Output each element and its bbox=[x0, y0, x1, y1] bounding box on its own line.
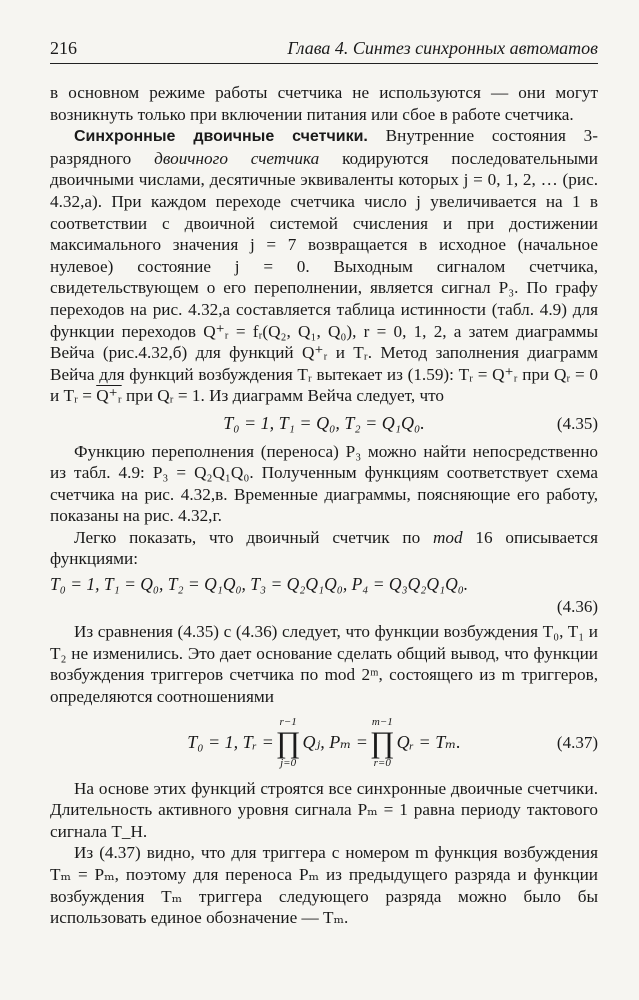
page-number: 216 bbox=[50, 38, 77, 58]
paragraph-7: Из (4.37) видно, что для триггера с номером m функция возбуждения Tₘ = Pₘ, поэтому для переноса Pₘ из предыдущего разряда и функции возбуждения Tₘ триггера следующего разряда можно было бы использовать единое обозначение — Tₘ. bbox=[50, 843, 598, 928]
equation-4-36-number: (4.36) bbox=[556, 596, 598, 616]
equation-4-35-number: (4.35) bbox=[556, 413, 598, 433]
product-1-lower-limit: j=0 bbox=[280, 756, 297, 769]
overlined-q-term: Q⁺ᵣ bbox=[96, 386, 122, 406]
paragraph-4-text-b: 16 описывается функциями: bbox=[50, 527, 598, 569]
paragraph-4-text-a: Легко показать, что двоичный счетчик по bbox=[74, 527, 433, 547]
product-operator-2 bbox=[370, 717, 395, 769]
product-1-symbol: ∏ bbox=[275, 725, 301, 759]
running-title: Глава 4. Синтез синхронных автоматов bbox=[287, 38, 598, 58]
paragraph-5: Из сравнения (4.35) с (4.36) следует, что функции возбуждения T₀, T₁ и T₂ не изменились. Это дает основание сделать общий вывод, что функции возбуждения триггеров счетчика по mod 2ᵐ, состоящего из m триггеров, определяются соотношениями bbox=[50, 622, 598, 707]
equation-4-36 bbox=[50, 574, 598, 617]
page-header bbox=[50, 38, 598, 64]
equation-4-36-body: T₀ = 1, T₁ = Q₀, T₂ = Q₁Q₀, T₃ = Q₂Q₁Q₀, P₄ = Q₃Q₂Q₁Q₀. bbox=[50, 574, 469, 595]
paragraph-2-text-b: кодируются последовательными двоичными числами, десятичные эквиваленты которых j = 0, 1, 2, … (рис. 4.32,а). При каждом переходе счетчика число j увеличивается на 1 в соответствии с двоичной системой счисления и при достижении максимального значения j = 7 возвращается в исходное (начальное нулевое) состояние j = 0. Выходным сигналом счетчика, свидетельствующем о его переполнении, является сигнал P₃. По графу переходов на рис. 4.32,а составляется таблица истинности (табл. 4.9) для функции переходов Q⁺ᵣ = fᵣ(Q₂, Q₁, Q₀), r = 0, 1, 2, а затем диаграммы Вейча (рис.4.32,б) для функций Q⁺ᵣ и Tᵣ. Метод заполнения диаграмм Вейча для функций возбуждения Tᵣ вытекает из (1.59): Tᵣ = Q⁺ᵣ при Qᵣ = 0 и Tᵣ = bbox=[50, 148, 599, 406]
product-2-lower-limit: r=0 bbox=[373, 756, 391, 769]
equation-4-35-body: T₀ = 1, T₁ = Q₀, T₂ = Q₁Q₀. bbox=[223, 412, 425, 433]
product-2-upper-limit: m−1 bbox=[371, 715, 393, 728]
equation-4-37-number: (4.37) bbox=[556, 732, 598, 752]
equation-4-37-body-2: Qᵣ = Tₘ. bbox=[396, 731, 461, 752]
paragraph-3: Функцию переполнения (переноса) P₃ можно найти непосредственно из табл. 4.9: P₃ = Q₂Q₁Q₀. Полученным функциям соответствует схема счетчика на рис. 4.32,в. Временные диаграммы, поясняющие его работу, показаны на рис. 4.32,г. bbox=[50, 441, 598, 526]
paragraph-1: в основном режиме работы счетчика не используются — они могут возникнуть только при включении питания или сбое в работе счетчика. bbox=[50, 83, 598, 124]
paragraph-2-text-c: при Qᵣ = 1. Из диаграмм Вейча следует, что bbox=[121, 386, 445, 406]
product-1-upper-limit: r−1 bbox=[279, 715, 297, 728]
product-operator-1 bbox=[276, 717, 301, 769]
paragraph-2-emphasis: двоичного счетчика bbox=[154, 148, 320, 168]
paragraph-6: На основе этих функций строятся все синхронные двоичные счетчики. Длительность активного уровня сигнала Pₘ = 1 равна периоду тактового сигнала T_H. bbox=[50, 778, 598, 841]
paragraph-2 bbox=[50, 125, 598, 407]
equation-4-37 bbox=[50, 714, 598, 772]
page-body bbox=[50, 82, 598, 929]
paragraph-4 bbox=[50, 527, 598, 570]
equation-4-37-lhs: T₀ = 1, Tᵣ = bbox=[187, 731, 274, 752]
product-2-symbol: ∏ bbox=[369, 725, 395, 759]
paragraph-2-text-a: Внутренние состояния 3-разрядного bbox=[50, 126, 598, 168]
equation-4-37-body-1: Qⱼ, bbox=[302, 731, 325, 752]
book-page bbox=[50, 38, 598, 929]
equation-4-37-mid: Pₘ = bbox=[329, 731, 368, 752]
section-heading: Синхронные двоичные счетчики. bbox=[74, 128, 368, 146]
equation-4-35 bbox=[50, 413, 598, 435]
paragraph-4-mod: mod bbox=[433, 527, 463, 547]
